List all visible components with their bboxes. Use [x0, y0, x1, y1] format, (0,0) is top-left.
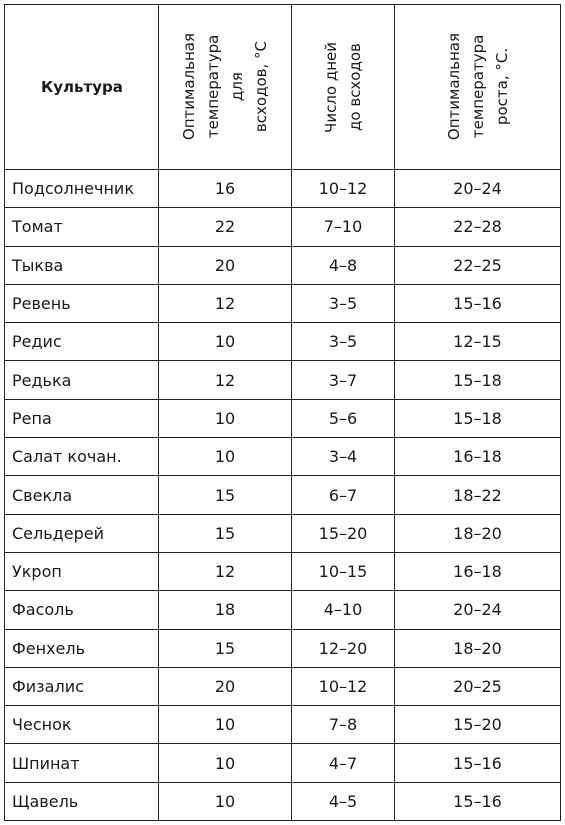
table-row	[5, 323, 561, 361]
cell-culture: Фасоль	[5, 591, 159, 629]
cell-culture: Салат кочан.	[5, 438, 159, 476]
table-body	[5, 170, 561, 821]
cell-germination-temp: 10	[159, 438, 292, 476]
cell-growth-temp: 15–18	[395, 399, 561, 437]
cell-germination-temp: 16	[159, 170, 292, 208]
cell-days-to-sprout: 7–10	[292, 208, 395, 246]
cell-growth-temp: 15–16	[395, 284, 561, 322]
header-row	[5, 5, 561, 170]
cell-growth-temp: 18–20	[395, 629, 561, 667]
cell-days-to-sprout: 3–4	[292, 438, 395, 476]
cell-germination-temp: 10	[159, 782, 292, 820]
cell-culture: Шпинат	[5, 744, 159, 782]
header-germination-temp	[159, 5, 292, 170]
cell-growth-temp: 22–28	[395, 208, 561, 246]
cell-culture: Чеснок	[5, 706, 159, 744]
header-growth-temp-wrap	[395, 5, 560, 169]
table-row	[5, 591, 561, 629]
cell-germination-temp: 20	[159, 667, 292, 705]
cell-culture: Физалис	[5, 667, 159, 705]
cell-culture: Редька	[5, 361, 159, 399]
table-row	[5, 170, 561, 208]
header-days-to-sprout	[292, 5, 395, 170]
cell-growth-temp: 15–16	[395, 744, 561, 782]
header-days-to-sprout-wrap	[292, 5, 394, 169]
cell-growth-temp: 15–20	[395, 706, 561, 744]
cell-culture: Укроп	[5, 552, 159, 590]
cell-culture: Репа	[5, 399, 159, 437]
cell-days-to-sprout: 12–20	[292, 629, 395, 667]
cell-culture: Свекла	[5, 476, 159, 514]
table-row	[5, 476, 561, 514]
table-row	[5, 438, 561, 476]
table-row	[5, 782, 561, 820]
table-header	[5, 5, 561, 170]
cell-germination-temp: 15	[159, 476, 292, 514]
cell-growth-temp: 20–25	[395, 667, 561, 705]
table-row	[5, 514, 561, 552]
cell-culture: Щавель	[5, 782, 159, 820]
header-culture: Культура	[5, 5, 159, 170]
cell-growth-temp: 16–18	[395, 552, 561, 590]
table-row	[5, 552, 561, 590]
cell-days-to-sprout: 4–10	[292, 591, 395, 629]
table-row	[5, 361, 561, 399]
cell-growth-temp: 20–24	[395, 170, 561, 208]
header-growth-temp-label: Оптимальная температура роста, °С.	[444, 33, 511, 141]
cell-growth-temp: 12–15	[395, 323, 561, 361]
cell-culture: Ревень	[5, 284, 159, 322]
header-days-to-sprout-label: Число дней до всходов	[322, 41, 364, 133]
cell-growth-temp: 15–18	[395, 361, 561, 399]
cell-germination-temp: 15	[159, 514, 292, 552]
table-row	[5, 667, 561, 705]
cell-culture: Подсолнечник	[5, 170, 159, 208]
cell-days-to-sprout: 10–15	[292, 552, 395, 590]
header-germination-temp-label: Оптимальная температура для всходов, °С	[180, 33, 270, 141]
cell-days-to-sprout: 6–7	[292, 476, 395, 514]
cell-culture: Томат	[5, 208, 159, 246]
cell-growth-temp: 22–25	[395, 246, 561, 284]
cell-germination-temp: 10	[159, 706, 292, 744]
cell-germination-temp: 12	[159, 361, 292, 399]
cell-growth-temp: 16–18	[395, 438, 561, 476]
header-germination-temp-wrap	[159, 5, 291, 169]
cell-growth-temp: 20–24	[395, 591, 561, 629]
cell-culture: Тыква	[5, 246, 159, 284]
cell-days-to-sprout: 7–8	[292, 706, 395, 744]
cell-germination-temp: 20	[159, 246, 292, 284]
cell-growth-temp: 18–22	[395, 476, 561, 514]
cell-germination-temp: 12	[159, 552, 292, 590]
cell-days-to-sprout: 10–12	[292, 170, 395, 208]
cell-culture: Фенхель	[5, 629, 159, 667]
cell-days-to-sprout: 3–5	[292, 284, 395, 322]
cell-culture: Сельдерей	[5, 514, 159, 552]
table-row	[5, 208, 561, 246]
cell-growth-temp: 18–20	[395, 514, 561, 552]
cell-days-to-sprout: 4–7	[292, 744, 395, 782]
table-row	[5, 744, 561, 782]
header-growth-temp	[395, 5, 561, 170]
cell-germination-temp: 12	[159, 284, 292, 322]
cell-days-to-sprout: 3–5	[292, 323, 395, 361]
cell-germination-temp: 10	[159, 744, 292, 782]
cell-culture: Редис	[5, 323, 159, 361]
cell-growth-temp: 15–16	[395, 782, 561, 820]
cell-germination-temp: 22	[159, 208, 292, 246]
cell-days-to-sprout: 10–12	[292, 667, 395, 705]
cell-days-to-sprout: 3–7	[292, 361, 395, 399]
cell-germination-temp: 15	[159, 629, 292, 667]
cell-germination-temp: 10	[159, 399, 292, 437]
cell-germination-temp: 10	[159, 323, 292, 361]
table-row	[5, 629, 561, 667]
cell-days-to-sprout: 15–20	[292, 514, 395, 552]
cell-days-to-sprout: 5–6	[292, 399, 395, 437]
cell-germination-temp: 18	[159, 591, 292, 629]
table-row	[5, 246, 561, 284]
crop-temperature-table	[4, 4, 561, 821]
cell-days-to-sprout: 4–8	[292, 246, 395, 284]
table-row	[5, 706, 561, 744]
table-row	[5, 284, 561, 322]
cell-days-to-sprout: 4–5	[292, 782, 395, 820]
table-row	[5, 399, 561, 437]
